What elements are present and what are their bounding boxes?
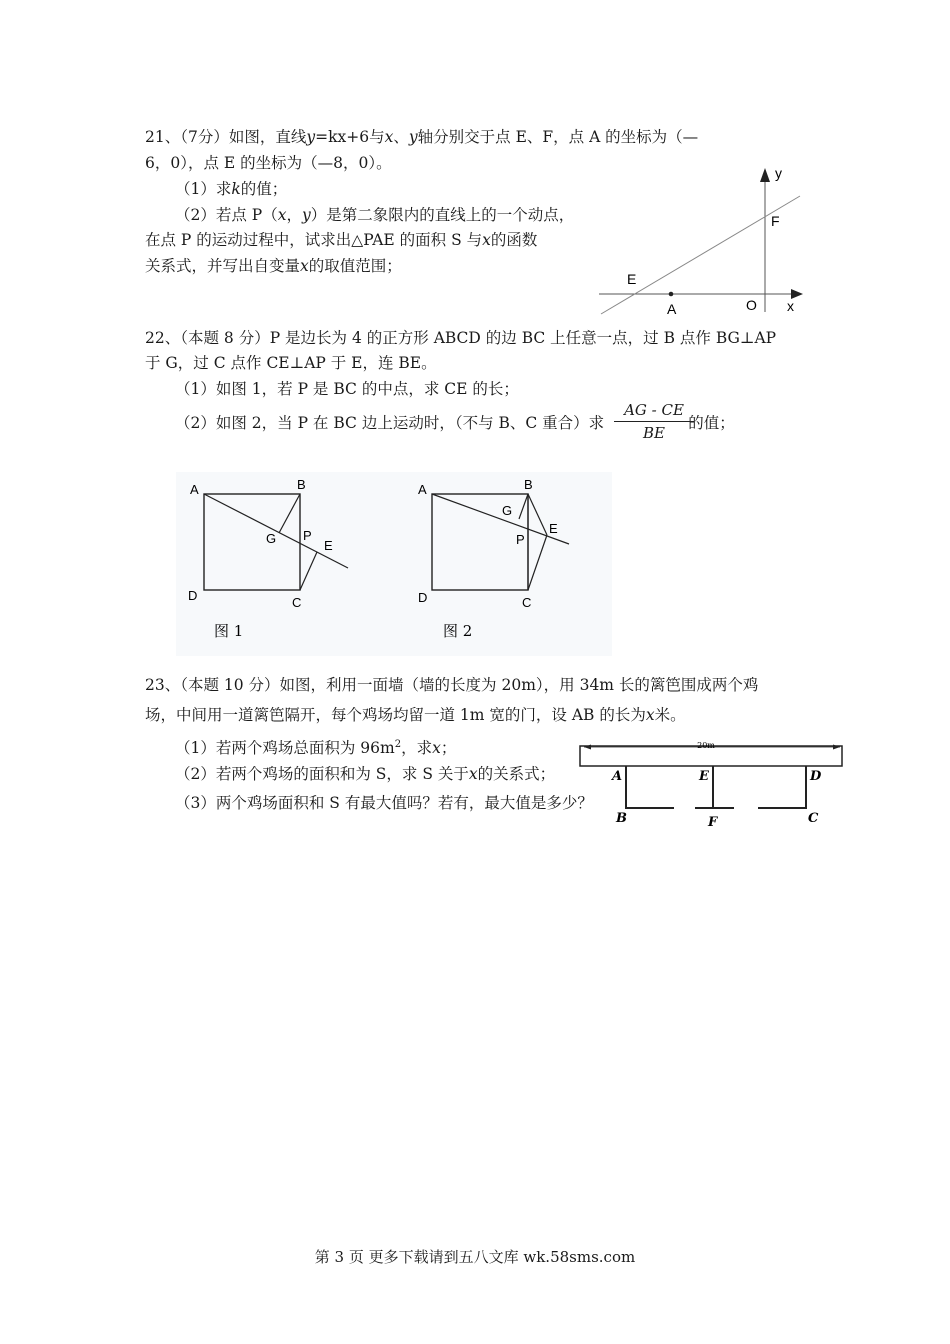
label-d: D bbox=[810, 769, 822, 784]
fig1-caption: 图 1 bbox=[214, 622, 244, 640]
q23-line-2: 场，中间用一道篱笆隔开，每个鸡场均留一道 1m 宽的门，设 AB 的长为x米。 bbox=[145, 706, 686, 724]
fraction-numerator: AG - CE bbox=[624, 401, 684, 419]
fig2-label-d: D bbox=[418, 590, 428, 605]
label-a: A bbox=[612, 769, 623, 784]
q21-coordinate-figure bbox=[595, 162, 815, 320]
fig1-label-g: G bbox=[266, 531, 277, 546]
fence-left bbox=[626, 766, 674, 808]
q22-sub-2: （2）如图 2，当 P 在 BC 边上运动时，（不与 B、C 重合）求 的值； bbox=[175, 414, 735, 432]
label-e: E bbox=[699, 769, 709, 784]
q21-sub-1: （1）求k的值； bbox=[175, 180, 288, 198]
label-a: A bbox=[667, 301, 677, 317]
q22-figures bbox=[176, 472, 612, 656]
fig2-label-e: E bbox=[549, 521, 558, 536]
q21-line-1: 21、（7分）如图，直线y=kx+6与x、y轴分别交于点 E、F，点 A 的坐标为（— bbox=[145, 128, 699, 146]
label-c: C bbox=[808, 811, 819, 826]
q23-sub-1: （1）若两个鸡场总面积为 $96m^2$，求x； bbox=[175, 739, 457, 758]
fig1-label-a: A bbox=[190, 482, 199, 497]
q21-line-2: 6，0），点 E 的坐标为（—8，0）。 bbox=[145, 154, 392, 172]
fig1-label-d: D bbox=[188, 588, 198, 603]
q23-sub-2: （2）若两个鸡场的面积和为 S，求 S 关于x的关系式； bbox=[175, 765, 556, 783]
q22-sub-1: （1）如图 1，若 P 是 BC 的中点，求 CE 的长； bbox=[175, 380, 519, 398]
q23-fence-figure bbox=[576, 738, 846, 832]
label-b: B bbox=[616, 811, 627, 826]
q23-line-1: 23、（本题 10 分）如图，利用一面墙（墙的长度为 20m），用 34m 长的篱笆围成两个鸡 bbox=[145, 676, 759, 694]
q22-line-2: 于 G，过 C 点作 CE⊥AP 于 E，连 BE。 bbox=[145, 354, 437, 372]
fig2-label-p: P bbox=[516, 532, 525, 547]
point-a-dot bbox=[669, 292, 674, 297]
page-footer: 第 3 页 更多下载请到五八文库 wk.58sms.com bbox=[314, 1248, 636, 1266]
label-y: y bbox=[775, 165, 782, 181]
q21-sub-2-cont-2: 关系式，并写出自变量x的取值范围； bbox=[145, 257, 402, 275]
q22-fraction bbox=[614, 401, 694, 442]
fig2-label-b: B bbox=[524, 477, 533, 492]
fraction-denominator: BE bbox=[643, 424, 665, 442]
label-e: E bbox=[627, 271, 637, 287]
label-f: F bbox=[708, 815, 718, 830]
label-x: x bbox=[787, 298, 794, 314]
q22-line-1: 22、（本题 8 分）P 是边长为 4 的正方形 ABCD 的边 BC 上任意一点，过 B 点作 BG⊥AP bbox=[145, 329, 777, 347]
q23-sub-3: （3）两个鸡场面积和 S 有最大值吗？若有，最大值是多少？ bbox=[175, 794, 593, 812]
fig1-label-e: E bbox=[324, 538, 333, 553]
fraction-bar bbox=[614, 421, 694, 422]
wall-length-label: 20m bbox=[697, 741, 715, 750]
label-o: O bbox=[746, 297, 757, 313]
label-f: F bbox=[771, 213, 780, 229]
fig2-label-c: C bbox=[522, 595, 532, 610]
fig2-label-g: G bbox=[502, 503, 513, 518]
fig2-label-a: A bbox=[418, 482, 427, 497]
q21-sub-2: （2）若点 P（x，y）是第二象限内的直线上的一个动点， bbox=[175, 206, 575, 224]
fig2-caption: 图 2 bbox=[443, 622, 473, 640]
fig1-label-c: C bbox=[292, 595, 302, 610]
fence-right bbox=[758, 766, 806, 808]
q21-sub-2-cont-1: 在点 P 的运动过程中，试求出△PAE 的面积 S 与x的函数 bbox=[145, 231, 538, 249]
y-axis-arrow-icon bbox=[760, 168, 770, 182]
fig1-label-p: P bbox=[303, 528, 312, 543]
fig1-label-b: B bbox=[297, 477, 306, 492]
